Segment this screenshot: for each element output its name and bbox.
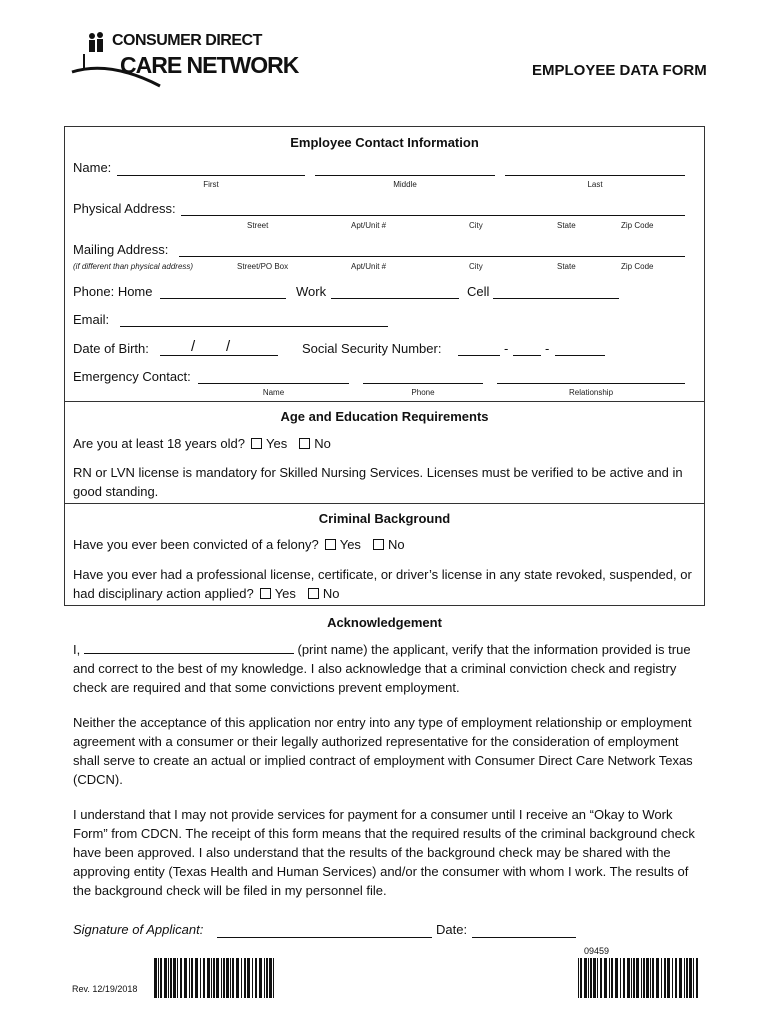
email-label: Email:: [73, 312, 110, 327]
email-field[interactable]: [120, 326, 388, 327]
dob-separator-2: /: [226, 338, 231, 355]
ack-i-label: I,: [73, 642, 81, 657]
ack-paragraph-1-text: (print name) the applicant, verify that the information provided is true and correct to the best of my knowledge. I also acknowledge that a criminal conviction check and registry check are required and that some convictions prevent employment.: [73, 642, 691, 695]
signature-label: Signature of Applicant:: [73, 922, 204, 937]
date-field[interactable]: [472, 937, 576, 938]
phone-home-label: Phone: Home: [73, 284, 153, 299]
mailing-state-sublabel: State: [557, 262, 576, 271]
physical-state-sublabel: State: [557, 221, 576, 230]
phone-home-field[interactable]: [160, 298, 286, 299]
barcode-right-icon: [578, 958, 700, 998]
mailing-address-field[interactable]: [179, 256, 685, 257]
physical-address-label: Physical Address:: [73, 201, 176, 216]
middle-name-field[interactable]: [315, 175, 495, 176]
name-label: Name:: [73, 160, 112, 175]
dob-label: Date of Birth:: [73, 341, 149, 356]
ssn-field-part1[interactable]: [458, 355, 500, 356]
mailing-city-sublabel: City: [469, 262, 483, 271]
ack-paragraph-2: Neither the acceptance of this application nor entry into any type of employment relationship or employment agreement with a consumer or their legally authorized representative for the consideration of employment shall serve to create an actual or implied contract of employment with Consumer Direct Care Network Texas (CDCN).: [73, 715, 693, 787]
middle-sublabel: Middle: [393, 180, 417, 189]
logo: [70, 30, 299, 92]
logo-line2: CARE NETWORK: [120, 52, 299, 78]
mailing-zip-sublabel: Zip Code: [621, 262, 654, 271]
date-label: Date:: [436, 922, 468, 937]
mailing-address-label: Mailing Address:: [73, 242, 169, 257]
mailing-note: (if different than physical address): [73, 262, 194, 271]
dob-separator-1: /: [191, 338, 196, 355]
felony-yes-checkbox[interactable]: [325, 539, 336, 550]
mailing-street-sublabel: Street/PO Box: [237, 262, 289, 271]
print-name-field[interactable]: [84, 641, 294, 654]
age-question: Are you at least 18 years old?: [73, 436, 245, 451]
age-section-title: Age and Education Requirements: [280, 409, 489, 424]
barcode-left-icon: [154, 958, 276, 998]
ssn-label: Social Security Number:: [302, 341, 442, 356]
form-title: EMPLOYEE DATA FORM: [532, 62, 707, 79]
ack-paragraph-3: I understand that I may not provide services for payment for a consumer until I receive an “Okay to Work Form” from CDCN. The receipt of this form means that the required results of the criminal background check have been approved. I also understand that the results of the background check may be shared with the approving entity (Texas Health and Human Services) and/or the consumer with whom I work. The results of the background check will be filed in my personnel file.: [73, 807, 695, 898]
first-name-field[interactable]: [117, 175, 305, 176]
revoked-yes-label: Yes: [274, 586, 296, 601]
age-yes-checkbox[interactable]: [251, 438, 262, 449]
ack-paragraph-1: [73, 640, 698, 697]
emergency-phone-field[interactable]: [363, 383, 483, 384]
contact-section-title: Employee Contact Information: [290, 135, 479, 150]
license-revoked-text: Have you ever had a professional license, certificate, or driver’s license in any state revoked, suspended, or had disciplinary action applied?: [73, 567, 692, 601]
form-box: [64, 126, 705, 606]
divider-age: [64, 401, 705, 402]
revoked-yes-checkbox[interactable]: [260, 588, 271, 599]
ssn-separator-1: -: [504, 341, 509, 356]
phone-work-field[interactable]: [331, 298, 459, 299]
phone-cell-label: Cell: [467, 284, 490, 299]
emergency-phone-sublabel: Phone: [411, 388, 435, 397]
emergency-contact-label: Emergency Contact:: [73, 369, 191, 384]
age-yes-label: Yes: [266, 436, 288, 451]
first-sublabel: First: [203, 180, 219, 189]
divider-criminal: [64, 503, 705, 504]
phone-work-label: Work: [296, 284, 327, 299]
revoked-no-checkbox[interactable]: [308, 588, 319, 599]
signature-field[interactable]: [217, 937, 432, 938]
felony-yes-label: Yes: [339, 537, 361, 552]
revoked-no-label: No: [322, 586, 340, 601]
last-name-field[interactable]: [505, 175, 685, 176]
physical-street-sublabel: Street: [247, 221, 269, 230]
emergency-name-sublabel: Name: [262, 388, 285, 397]
form-number: 09459: [584, 946, 610, 956]
dob-field[interactable]: [160, 355, 278, 356]
emergency-name-field[interactable]: [198, 383, 349, 384]
felony-no-checkbox[interactable]: [373, 539, 384, 550]
physical-address-field[interactable]: [181, 215, 685, 216]
ssn-field-part3[interactable]: [555, 355, 605, 356]
revision-date: Rev. 12/19/2018: [72, 984, 138, 994]
mailing-apt-sublabel: Apt/Unit #: [351, 262, 387, 271]
age-no-checkbox[interactable]: [299, 438, 310, 449]
physical-apt-sublabel: Apt/Unit #: [351, 221, 387, 230]
age-question-row: [73, 436, 331, 451]
criminal-section-title: Criminal Background: [318, 511, 451, 526]
ack-section-title: Acknowledgement: [327, 615, 442, 630]
physical-zip-sublabel: Zip Code: [621, 221, 654, 230]
felony-question: Have you ever been convicted of a felony?: [73, 537, 319, 552]
felony-no-label: No: [387, 537, 405, 552]
phone-cell-field[interactable]: [493, 298, 619, 299]
last-sublabel: Last: [587, 180, 603, 189]
license-note: RN or LVN license is mandatory for Skilled Nursing Services. Licenses must be verified to be active and in good standing.: [73, 465, 683, 499]
physical-city-sublabel: City: [469, 221, 483, 230]
emergency-relationship-field[interactable]: [497, 383, 685, 384]
emergency-relationship-sublabel: Relationship: [568, 388, 614, 397]
felony-question-row: [73, 537, 405, 552]
ssn-separator-2: -: [545, 341, 550, 356]
logo-line1: CONSUMER DIRECT: [112, 32, 262, 49]
ssn-field-part2[interactable]: [513, 355, 541, 356]
license-revoked-question: [73, 565, 698, 603]
age-no-label: No: [314, 436, 331, 451]
